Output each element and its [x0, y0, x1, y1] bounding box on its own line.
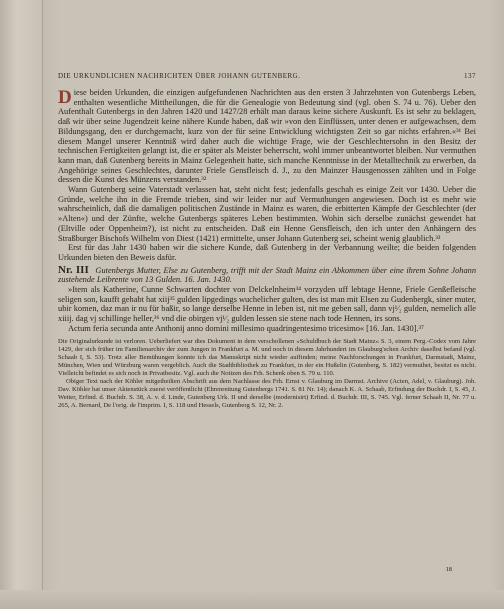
- paragraph-2: Wann Gutenberg seine Vaterstadt verlassen hat, steht nicht fest; jedenfalls geschah es einige Zeit vor 1430. Ueber die Gründe, welche ihn in die Fremde trieben, sind wir leider nur auf Vermuthungen angewiesen. Doch ist es mehr wie wahrscheinlich, daß die damaligen politischen Zustände in Mainz es waren, die erbitterten Kämpfe der Geschlechter (der »Alten«) und der Zünfte, welche Gutenbergs späteres Leben bestimmten. Wohin sich derselbe zunächst gewendet hat (Eltville oder Oppenheim?), ist nicht zu entscheiden. Daß ein Henne Gensfleisch, den ich unter den Anhängern des Straßburger Bischofs Wilhelm von Diest (1421) ermittelte, unser Johann Gutenberg sei, scheint wenig glaublich.³³: [58, 185, 476, 243]
- section-title: Gutenbergs Mutter, Else zu Gutenberg, trifft mit der Stadt Mainz ein Abkommen über eine ihrem Sohne Johann zustehende Leibrente von 13 Gulden. 16. Jan. 1430.: [58, 265, 477, 285]
- document-quote-end: Actum feria secunda ante Anthonij anno domini millesimo quadringentesimo tricesimo« [16. Jan. 1430].³⁷: [68, 323, 424, 333]
- drop-cap: D: [58, 87, 72, 108]
- running-title: DIE URKUNDLICHEN NACHRICHTEN ÜBER JOHANN GUTENBERG.: [58, 72, 301, 80]
- page-body: [58, 88, 476, 410]
- intro-text: iese beiden Urkunden, die einzigen aufgefundenen Nachrichten aus den ersten 3 Jahrzehnten von Gutenbergs Leben, enthalten wesentliche Mittheilungen, die für die Genealogie von Bedeutung sind (vgl. oben S. 74 u. 76). Ueber den Aufenthalt Gutenbergs in den Jahren 1420 und 1427/28 erhält man daraus keine sichere Auskunft. Es ist sehr zu beklagen, daß wir über seine Jugendzeit keine nähere Kunde haben, daß wir »von den Einflüssen, unter denen er aufgewachsen, dem Bildungsgang, den er durchgemacht, kurz von der für seine Entwicklung wichtigsten Zeit so gar nichts erfahren.«³¹ Bei diesem Mangel unserer Kenntniß wird daher auch die wichtige Frage, wie der Geschlechtersohn in den Besitz der technischen Fertigkeiten gelangt ist, die er später als Meister beherrscht, wohl immer unbeantwortet bleiben. Nur vermuthen kann man, daß Gutenberg bereits in Mainz Gelegenheit hatte, sich manche Kenntnisse in der Metalltechnik zu erwerben, da Angehörige seines Geschlechtes, darunter Friele Gensfleisch d. J., zu den Mainzer Hausgenossen zählten und in Folge dessen die Kunst des Münzens verstanden.³²: [58, 88, 476, 185]
- book-page: [50, 58, 482, 578]
- signature-mark: 18: [445, 566, 452, 573]
- section-heading: [58, 263, 477, 285]
- running-head: [58, 72, 476, 80]
- book-gutter: [0, 0, 43, 609]
- intro-paragraph: [58, 88, 476, 185]
- section-number: Nr. III: [58, 263, 89, 276]
- document-quote: »Item als Katherine, Cunne Schwarten dochter von Delckelnheim³⁴ vorzyden uff lebtage Henne, Friele Genßefleische seligen son, kaufft gehabt hat xiij³⁵ gulden lipgedings wuchelicher gulten, des ist man mit Elsen zu Gudenbergk, siner muter, ubir komen, daz man ir nu für baßir, so lange derselbe Henne in leben ist, nit me geben sall, dann vj¹⁄₂ gulden, nemelich alle xiiij. dag vj schillinge heller,³⁶ vnd die obirgen vj¹⁄₂ gulden lessen sie stene nach tode Hennen, irs sons.: [58, 285, 476, 324]
- page-number: 137: [464, 72, 476, 80]
- bottom-edge: [0, 590, 504, 609]
- note-2: Obiger Text nach der Köhler mitgetheilten Abschrift aus dem Nachlasse des Frh. Ernst v. Glauburg im Darmst. Archive (Acten, Adel, v. Glauburg). Joh. Dav. Köhler hat unser Aktenstück zuerst veröffentlicht (Ehrenrettung Gutenbergs 1741. S. 81 Nr. 14); danach K. A. Schaab, Erfindung der Buchdr. I, S. 45, J. Wetter, Erfind. d. Buchdr. S. 38, A. v. d. Linde, Gutenberg Urk. II und derselbe (modernisirt) Erfind. d. Buchdr. III, S. 745. Vgl. ferner Schaab II, Nr. 77 u. 265, A. Bernard, De l'orig. de l'imprim. I, S. 118 und Hessels, Gutenberg S. 12, Nr. 2.: [58, 378, 476, 410]
- footnotes: [58, 338, 476, 411]
- note-1: Die Originalurkunde ist verloren. Ueberliefert war dies Dokument in dem verschollenen »Schuldbuch der Stadt Mainz« S. 3, einem Perg.-Codex vom Jahre 1429, der sich früher im Familienarchiv der zum Jungen in Frankfurt a. M. und noch in diesem Jahrhundert im Glauburg'schen Archiv daselbst befand (vgl. Schaab I, S. 53). Trotz aller Bemühungen konnte ich das Manuskript nicht wieder auffinden; meine Nachforschungen in Frankfurt, Darmstadt, Mainz, München, Wien und Würzburg waren vergeblich. Auch die Stadtbibliothek zu Frankfurt, in der ein Hußelin (Gutenberg, S. 182) vermuthet, besitzt es nicht. Vielleicht befindet es sich noch in Privatbesitz. Vgl. auch die Notizen des Frh. Schenk oben S. 79 u. 110.: [58, 337, 476, 377]
- paragraph-3: Erst für das Jahr 1430 haben wir die sichere Kunde, daß Gutenberg in der Verbannung weilte; die beiden folgenden Urkunden bieten den Beweis dafür.: [58, 243, 476, 262]
